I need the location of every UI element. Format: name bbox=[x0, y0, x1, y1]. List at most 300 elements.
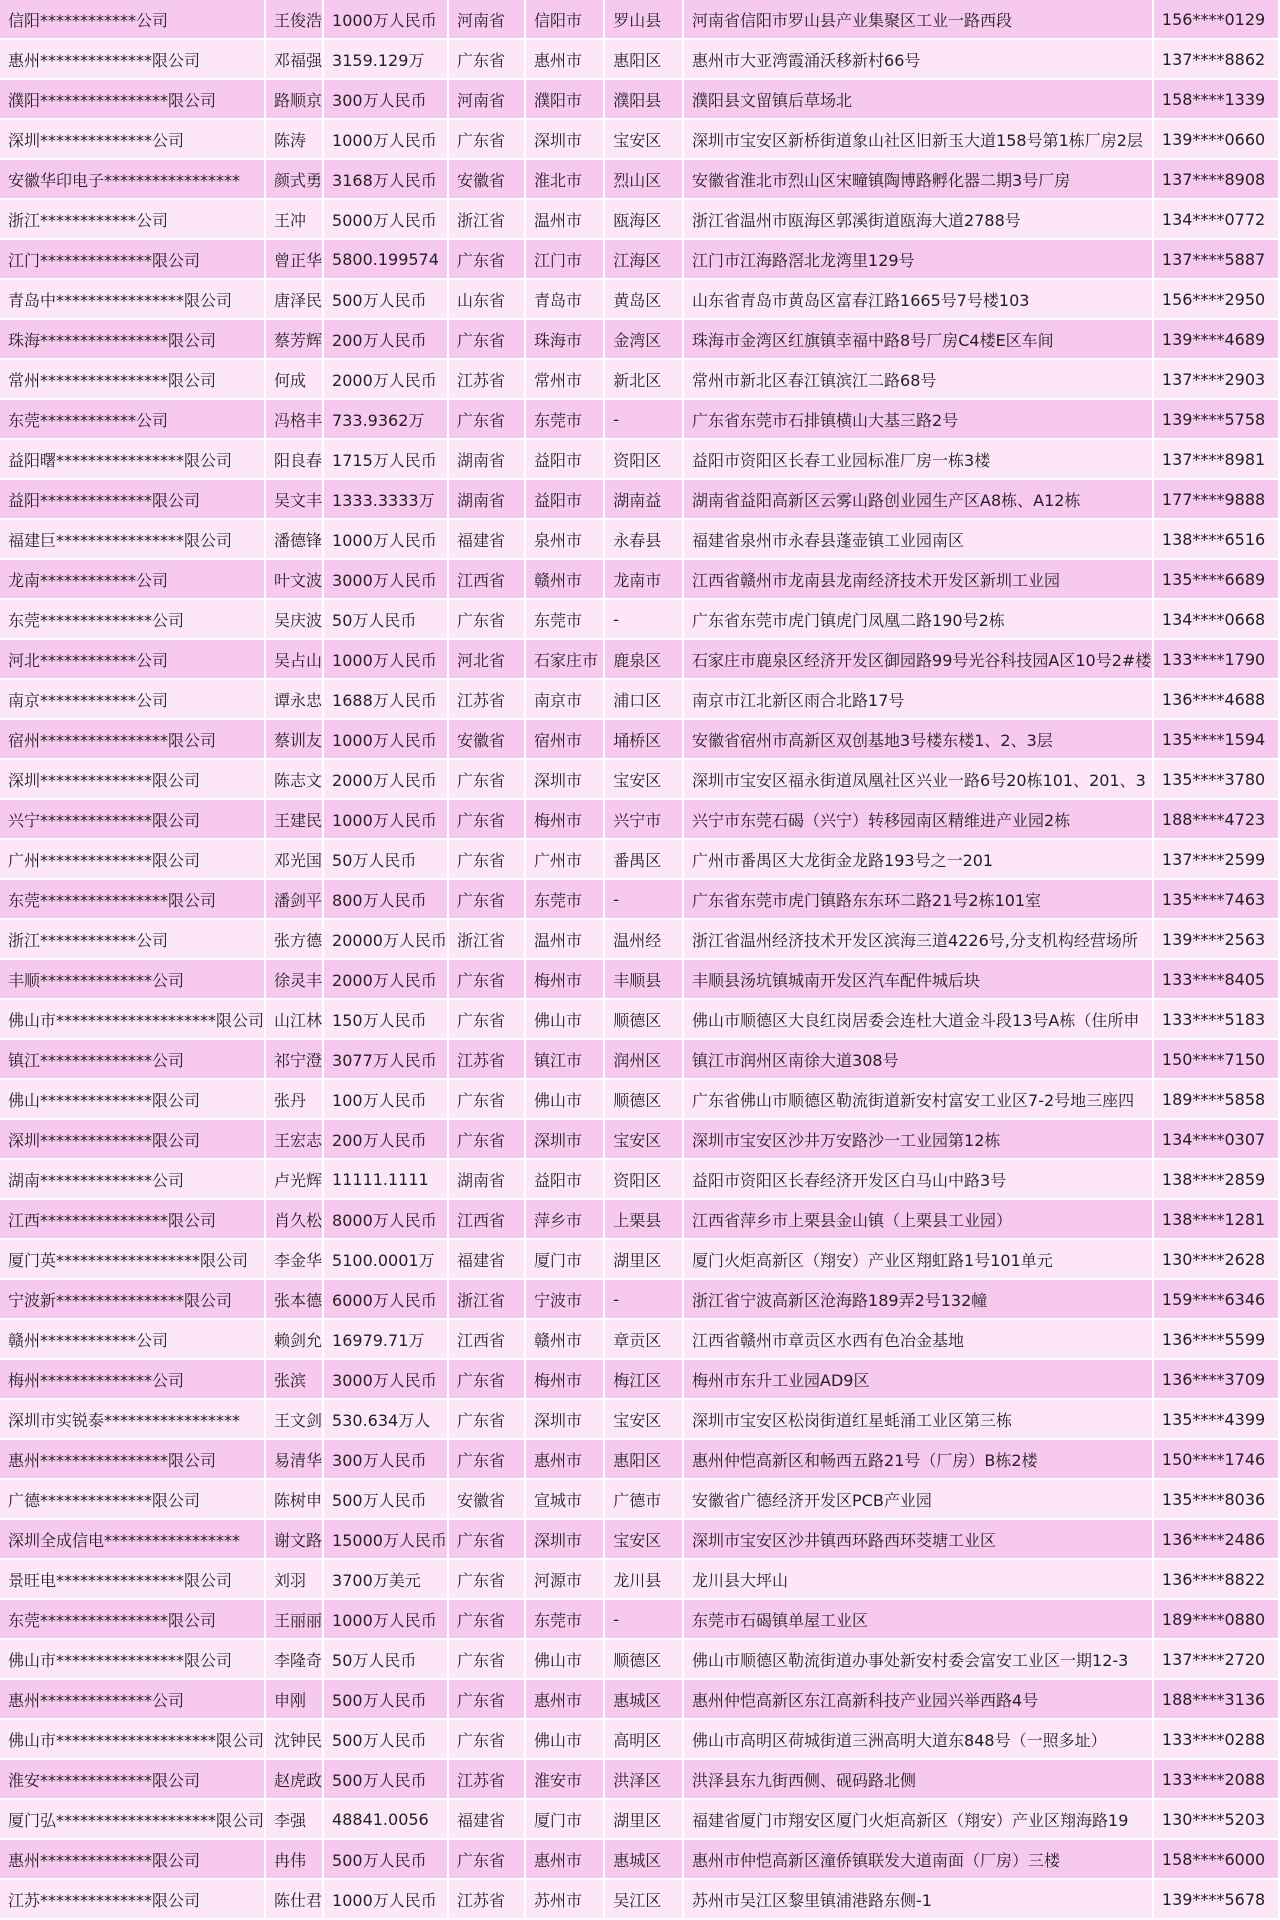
city-cell: 东莞市 bbox=[526, 400, 605, 440]
legal-person-cell: 曾正华 bbox=[266, 240, 324, 280]
company-name-cell: 广州**************限公司 bbox=[0, 840, 266, 880]
province-cell: 广东省 bbox=[449, 600, 526, 640]
address-cell: 江西省萍乡市上栗县金山镇（上栗县工业园） bbox=[684, 1200, 1154, 1240]
registered-capital-cell: 100万人民币 bbox=[324, 1080, 449, 1120]
province-cell: 广东省 bbox=[449, 1000, 526, 1040]
phone-cell: 135****1594 bbox=[1154, 720, 1280, 760]
district-cell: 湖里区 bbox=[605, 1800, 684, 1840]
province-cell: 湖南省 bbox=[449, 1160, 526, 1200]
province-cell: 山东省 bbox=[449, 280, 526, 320]
city-cell: 惠州市 bbox=[526, 1840, 605, 1880]
district-cell: 金湾区 bbox=[605, 320, 684, 360]
company-name-cell: 惠州**************限公司 bbox=[0, 1840, 266, 1880]
city-cell: 江门市 bbox=[526, 240, 605, 280]
province-cell: 广东省 bbox=[449, 1120, 526, 1160]
address-cell: 佛山市高明区荷城街道三洲高明大道东848号（一照多址） bbox=[684, 1720, 1154, 1760]
table-row bbox=[0, 1640, 1280, 1680]
table-row bbox=[0, 1160, 1280, 1200]
table-row bbox=[0, 640, 1280, 680]
company-name-cell: 湖南**************公司 bbox=[0, 1160, 266, 1200]
province-cell: 广东省 bbox=[449, 320, 526, 360]
table-row bbox=[0, 1080, 1280, 1120]
table-row bbox=[0, 1520, 1280, 1560]
company-name-cell: 安徽华印电子***************** bbox=[0, 160, 266, 200]
province-cell: 安徽省 bbox=[449, 160, 526, 200]
table-row bbox=[0, 80, 1280, 120]
registered-capital-cell: 1000万人民币 bbox=[324, 800, 449, 840]
district-cell: 宝安区 bbox=[605, 1400, 684, 1440]
province-cell: 福建省 bbox=[449, 1800, 526, 1840]
district-cell: 广德市 bbox=[605, 1480, 684, 1520]
registered-capital-cell: 500万人民币 bbox=[324, 280, 449, 320]
table-row bbox=[0, 1720, 1280, 1760]
province-cell: 广东省 bbox=[449, 400, 526, 440]
registered-capital-cell: 500万人民币 bbox=[324, 1760, 449, 1800]
legal-person-cell: 吴庆波 bbox=[266, 600, 324, 640]
province-cell: 安徽省 bbox=[449, 720, 526, 760]
company-name-cell: 青岛中****************限公司 bbox=[0, 280, 266, 320]
province-cell: 江西省 bbox=[449, 1200, 526, 1240]
table-row bbox=[0, 1040, 1280, 1080]
province-cell: 广东省 bbox=[449, 960, 526, 1000]
city-cell: 赣州市 bbox=[526, 560, 605, 600]
legal-person-cell: 赵虎政 bbox=[266, 1760, 324, 1800]
company-name-cell: 常州****************限公司 bbox=[0, 360, 266, 400]
phone-cell: 135****4399 bbox=[1154, 1400, 1280, 1440]
city-cell: 温州市 bbox=[526, 920, 605, 960]
province-cell: 河北省 bbox=[449, 640, 526, 680]
phone-cell: 135****7463 bbox=[1154, 880, 1280, 920]
district-cell: 温州经 bbox=[605, 920, 684, 960]
table-row bbox=[0, 1840, 1280, 1880]
province-cell: 安徽省 bbox=[449, 1480, 526, 1520]
district-cell: 资阳区 bbox=[605, 440, 684, 480]
district-cell: 上栗县 bbox=[605, 1200, 684, 1240]
phone-cell: 133****2088 bbox=[1154, 1760, 1280, 1800]
city-cell: 深圳市 bbox=[526, 760, 605, 800]
table-row bbox=[0, 1560, 1280, 1600]
table-row bbox=[0, 1000, 1280, 1040]
province-cell: 广东省 bbox=[449, 1600, 526, 1640]
phone-cell: 139****0660 bbox=[1154, 120, 1280, 160]
company-name-cell: 浙江************公司 bbox=[0, 920, 266, 960]
registered-capital-cell: 48841.0056 bbox=[324, 1800, 449, 1840]
district-cell: 黄岛区 bbox=[605, 280, 684, 320]
company-name-cell: 深圳**************公司 bbox=[0, 120, 266, 160]
address-cell: 福建省厦门市翔安区厦门火炬高新区（翔安）产业区翔海路19 bbox=[684, 1800, 1154, 1840]
registered-capital-cell: 20000万人民币 bbox=[324, 920, 449, 960]
phone-cell: 188****3136 bbox=[1154, 1680, 1280, 1720]
phone-cell: 156****2950 bbox=[1154, 280, 1280, 320]
phone-cell: 158****1339 bbox=[1154, 80, 1280, 120]
legal-person-cell: 何成 bbox=[266, 360, 324, 400]
legal-person-cell: 李金华 bbox=[266, 1240, 324, 1280]
province-cell: 浙江省 bbox=[449, 1280, 526, 1320]
phone-cell: 158****6000 bbox=[1154, 1840, 1280, 1880]
registered-capital-cell: 11111.1111 bbox=[324, 1160, 449, 1200]
address-cell: 安徽省宿州市高新区双创基地3号楼东楼1、2、3层 bbox=[684, 720, 1154, 760]
address-cell: 常州市新北区春江镇滨江二路68号 bbox=[684, 360, 1154, 400]
address-cell: 江西省赣州市龙南县龙南经济技术开发区新圳工业园 bbox=[684, 560, 1154, 600]
company-name-cell: 江苏**************限公司 bbox=[0, 1880, 266, 1920]
registered-capital-cell: 50万人民币 bbox=[324, 600, 449, 640]
phone-cell: 133****8405 bbox=[1154, 960, 1280, 1000]
address-cell: 深圳市宝安区新桥街道象山社区旧新玉大道158号第1栋厂房2层 bbox=[684, 120, 1154, 160]
province-cell: 湖南省 bbox=[449, 440, 526, 480]
city-cell: 镇江市 bbox=[526, 1040, 605, 1080]
phone-cell: 137****5887 bbox=[1154, 240, 1280, 280]
address-cell: 厦门火炬高新区（翔安）产业区翔虹路1号101单元 bbox=[684, 1240, 1154, 1280]
registered-capital-cell: 1000万人民币 bbox=[324, 720, 449, 760]
legal-person-cell: 王宏志 bbox=[266, 1120, 324, 1160]
address-cell: 浙江省温州市瓯海区郭溪街道瓯海大道2788号 bbox=[684, 200, 1154, 240]
registered-capital-cell: 500万人民币 bbox=[324, 1480, 449, 1520]
registered-capital-cell: 530.634万人 bbox=[324, 1400, 449, 1440]
legal-person-cell: 陈志文 bbox=[266, 760, 324, 800]
legal-person-cell: 冯格丰 bbox=[266, 400, 324, 440]
registered-capital-cell: 1000万人民币 bbox=[324, 1880, 449, 1920]
district-cell: 顺德区 bbox=[605, 1000, 684, 1040]
company-name-cell: 佛山**************限公司 bbox=[0, 1080, 266, 1120]
city-cell: 东莞市 bbox=[526, 880, 605, 920]
company-name-cell: 丰顺**************公司 bbox=[0, 960, 266, 1000]
city-cell: 深圳市 bbox=[526, 1120, 605, 1160]
company-name-cell: 兴宁**************限公司 bbox=[0, 800, 266, 840]
province-cell: 广东省 bbox=[449, 1840, 526, 1880]
registered-capital-cell: 1000万人民币 bbox=[324, 520, 449, 560]
phone-cell: 188****4723 bbox=[1154, 800, 1280, 840]
district-cell: 埇桥区 bbox=[605, 720, 684, 760]
phone-cell: 159****6346 bbox=[1154, 1280, 1280, 1320]
phone-cell: 156****0129 bbox=[1154, 0, 1280, 40]
province-cell: 广东省 bbox=[449, 1080, 526, 1120]
district-cell: - bbox=[605, 1600, 684, 1640]
district-cell: 浦口区 bbox=[605, 680, 684, 720]
legal-person-cell: 沈钟民 bbox=[266, 1720, 324, 1760]
city-cell: 常州市 bbox=[526, 360, 605, 400]
registered-capital-cell: 1000万人民币 bbox=[324, 120, 449, 160]
address-cell: 湖南省益阳高新区云雾山路创业园生产区A8栋、A12栋 bbox=[684, 480, 1154, 520]
legal-person-cell: 吴文丰 bbox=[266, 480, 324, 520]
registered-capital-cell: 6000万人民币 bbox=[324, 1280, 449, 1320]
table-row bbox=[0, 520, 1280, 560]
city-cell: 惠州市 bbox=[526, 1680, 605, 1720]
address-cell: 东莞市石碣镇单屋工业区 bbox=[684, 1600, 1154, 1640]
company-name-cell: 广德**************限公司 bbox=[0, 1480, 266, 1520]
company-name-cell: 佛山市********************限公司 bbox=[0, 1720, 266, 1760]
legal-person-cell: 张滨 bbox=[266, 1360, 324, 1400]
district-cell: 新北区 bbox=[605, 360, 684, 400]
table-row bbox=[0, 440, 1280, 480]
table-row bbox=[0, 1320, 1280, 1360]
district-cell: 惠城区 bbox=[605, 1840, 684, 1880]
legal-person-cell: 谭永忠 bbox=[266, 680, 324, 720]
legal-person-cell: 王建民 bbox=[266, 800, 324, 840]
company-name-cell: 佛山市****************限公司 bbox=[0, 1640, 266, 1680]
address-cell: 镇江市润州区南徐大道308号 bbox=[684, 1040, 1154, 1080]
legal-person-cell: 卢光辉 bbox=[266, 1160, 324, 1200]
legal-person-cell: 张方德 bbox=[266, 920, 324, 960]
address-cell: 安徽省广德经济开发区PCB产业园 bbox=[684, 1480, 1154, 1520]
city-cell: 温州市 bbox=[526, 200, 605, 240]
phone-cell: 137****2720 bbox=[1154, 1640, 1280, 1680]
legal-person-cell: 王俊浩 bbox=[266, 0, 324, 40]
address-cell: 广东省东莞市石排镇横山大基三路2号 bbox=[684, 400, 1154, 440]
registered-capital-cell: 5800.199574 bbox=[324, 240, 449, 280]
legal-person-cell: 叶文波 bbox=[266, 560, 324, 600]
legal-person-cell: 申刚 bbox=[266, 1680, 324, 1720]
province-cell: 湖南省 bbox=[449, 480, 526, 520]
address-cell: 浙江省宁波高新区沧海路189弄2号132幢 bbox=[684, 1280, 1154, 1320]
district-cell: 鹿泉区 bbox=[605, 640, 684, 680]
table-row bbox=[0, 880, 1280, 920]
legal-person-cell: 赖剑允 bbox=[266, 1320, 324, 1360]
company-name-cell: 珠海****************限公司 bbox=[0, 320, 266, 360]
address-cell: 深圳市宝安区福永街道凤凰社区兴业一路6号20栋101、201、3 bbox=[684, 760, 1154, 800]
legal-person-cell: 谢文路 bbox=[266, 1520, 324, 1560]
district-cell: 永春县 bbox=[605, 520, 684, 560]
city-cell: 宿州市 bbox=[526, 720, 605, 760]
table-row bbox=[0, 1800, 1280, 1840]
city-cell: 惠州市 bbox=[526, 1440, 605, 1480]
table-row bbox=[0, 1880, 1280, 1920]
company-name-cell: 佛山市********************限公司 bbox=[0, 1000, 266, 1040]
district-cell: 湖南益 bbox=[605, 480, 684, 520]
address-cell: 福建省泉州市永春县蓬壶镇工业园南区 bbox=[684, 520, 1154, 560]
table-row bbox=[0, 0, 1280, 40]
province-cell: 广东省 bbox=[449, 1520, 526, 1560]
address-cell: 惠州市仲恺高新区潼侨镇联发大道南面（厂房）三楼 bbox=[684, 1840, 1154, 1880]
phone-cell: 139****2563 bbox=[1154, 920, 1280, 960]
city-cell: 梅州市 bbox=[526, 800, 605, 840]
phone-cell: 137****8981 bbox=[1154, 440, 1280, 480]
city-cell: 益阳市 bbox=[526, 1160, 605, 1200]
address-cell: 深圳市宝安区沙井镇西环路西环茭塘工业区 bbox=[684, 1520, 1154, 1560]
phone-cell: 133****1790 bbox=[1154, 640, 1280, 680]
province-cell: 广东省 bbox=[449, 120, 526, 160]
province-cell: 浙江省 bbox=[449, 200, 526, 240]
address-cell: 广东省东莞市虎门镇虎门凤凰二路190号2栋 bbox=[684, 600, 1154, 640]
phone-cell: 137****8908 bbox=[1154, 160, 1280, 200]
phone-cell: 130****5203 bbox=[1154, 1800, 1280, 1840]
phone-cell: 130****2628 bbox=[1154, 1240, 1280, 1280]
company-name-cell: 东莞****************限公司 bbox=[0, 880, 266, 920]
registered-capital-cell: 500万人民币 bbox=[324, 1680, 449, 1720]
legal-person-cell: 肖久松 bbox=[266, 1200, 324, 1240]
table-row bbox=[0, 1440, 1280, 1480]
company-name-cell: 镇江**************公司 bbox=[0, 1040, 266, 1080]
address-cell: 梅州市东升工业园AD9区 bbox=[684, 1360, 1154, 1400]
legal-person-cell: 刘羽 bbox=[266, 1560, 324, 1600]
registered-capital-cell: 150万人民币 bbox=[324, 1000, 449, 1040]
company-name-cell: 深圳市实锐泰***************** bbox=[0, 1400, 266, 1440]
table-row bbox=[0, 720, 1280, 760]
phone-cell: 135****3780 bbox=[1154, 760, 1280, 800]
district-cell: 润州区 bbox=[605, 1040, 684, 1080]
table-row bbox=[0, 840, 1280, 880]
company-name-cell: 浙江************公司 bbox=[0, 200, 266, 240]
province-cell: 河南省 bbox=[449, 80, 526, 120]
district-cell: - bbox=[605, 880, 684, 920]
district-cell: 濮阳县 bbox=[605, 80, 684, 120]
address-cell: 深圳市宝安区沙井万安路沙一工业园第12栋 bbox=[684, 1120, 1154, 1160]
registered-capital-cell: 5100.0001万 bbox=[324, 1240, 449, 1280]
legal-person-cell: 冉伟 bbox=[266, 1840, 324, 1880]
district-cell: 兴宁市 bbox=[605, 800, 684, 840]
legal-person-cell: 张本德 bbox=[266, 1280, 324, 1320]
city-cell: 惠州市 bbox=[526, 40, 605, 80]
phone-cell: 137****2599 bbox=[1154, 840, 1280, 880]
city-cell: 东莞市 bbox=[526, 600, 605, 640]
address-cell: 广州市番禺区大龙街金龙路193号之一201 bbox=[684, 840, 1154, 880]
registered-capital-cell: 300万人民币 bbox=[324, 80, 449, 120]
province-cell: 广东省 bbox=[449, 1360, 526, 1400]
district-cell: - bbox=[605, 1280, 684, 1320]
city-cell: 厦门市 bbox=[526, 1800, 605, 1840]
table-row bbox=[0, 800, 1280, 840]
table-row bbox=[0, 40, 1280, 80]
legal-person-cell: 张丹 bbox=[266, 1080, 324, 1120]
table-row bbox=[0, 360, 1280, 400]
district-cell: 洪泽区 bbox=[605, 1760, 684, 1800]
province-cell: 广东省 bbox=[449, 1440, 526, 1480]
legal-person-cell: 王文剑 bbox=[266, 1400, 324, 1440]
legal-person-cell: 祁宁澄 bbox=[266, 1040, 324, 1080]
table-row bbox=[0, 400, 1280, 440]
legal-person-cell: 徐灵丰 bbox=[266, 960, 324, 1000]
address-cell: 惠州仲恺高新区东江高新科技产业园兴举西路4号 bbox=[684, 1680, 1154, 1720]
company-name-cell: 信阳************公司 bbox=[0, 0, 266, 40]
legal-person-cell: 王冲 bbox=[266, 200, 324, 240]
registered-capital-cell: 1333.3333万 bbox=[324, 480, 449, 520]
phone-cell: 134****0307 bbox=[1154, 1120, 1280, 1160]
city-cell: 益阳市 bbox=[526, 480, 605, 520]
address-cell: 河南省信阳市罗山县产业集聚区工业一路西段 bbox=[684, 0, 1154, 40]
district-cell: 宝安区 bbox=[605, 120, 684, 160]
legal-person-cell: 李隆奇 bbox=[266, 1640, 324, 1680]
province-cell: 浙江省 bbox=[449, 920, 526, 960]
company-name-cell: 益阳**************限公司 bbox=[0, 480, 266, 520]
company-name-cell: 江门**************限公司 bbox=[0, 240, 266, 280]
province-cell: 广东省 bbox=[449, 1720, 526, 1760]
address-cell: 惠州仲恺高新区和畅西五路21号（厂房）B栋2楼 bbox=[684, 1440, 1154, 1480]
company-name-cell: 深圳**************限公司 bbox=[0, 760, 266, 800]
province-cell: 江苏省 bbox=[449, 1040, 526, 1080]
table-row bbox=[0, 600, 1280, 640]
address-cell: 南京市江北新区雨合北路17号 bbox=[684, 680, 1154, 720]
registered-capital-cell: 3700万美元 bbox=[324, 1560, 449, 1600]
company-name-cell: 赣州************公司 bbox=[0, 1320, 266, 1360]
city-cell: 淮安市 bbox=[526, 1760, 605, 1800]
table-row bbox=[0, 160, 1280, 200]
table-row bbox=[0, 1200, 1280, 1240]
legal-person-cell: 陈涛 bbox=[266, 120, 324, 160]
district-cell: 丰顺县 bbox=[605, 960, 684, 1000]
phone-cell: 138****2859 bbox=[1154, 1160, 1280, 1200]
province-cell: 广东省 bbox=[449, 1400, 526, 1440]
registered-capital-cell: 1688万人民币 bbox=[324, 680, 449, 720]
legal-person-cell: 李强 bbox=[266, 1800, 324, 1840]
registered-capital-cell: 2000万人民币 bbox=[324, 760, 449, 800]
table-row bbox=[0, 1680, 1280, 1720]
district-cell: 惠阳区 bbox=[605, 1440, 684, 1480]
province-cell: 福建省 bbox=[449, 1240, 526, 1280]
city-cell: 宁波市 bbox=[526, 1280, 605, 1320]
legal-person-cell: 山江林 bbox=[266, 1000, 324, 1040]
province-cell: 江苏省 bbox=[449, 1880, 526, 1920]
company-name-cell: 淮安**************限公司 bbox=[0, 1760, 266, 1800]
phone-cell: 136****2486 bbox=[1154, 1520, 1280, 1560]
city-cell: 东莞市 bbox=[526, 1600, 605, 1640]
phone-cell: 133****5183 bbox=[1154, 1000, 1280, 1040]
district-cell: 龙川县 bbox=[605, 1560, 684, 1600]
district-cell: 瓯海区 bbox=[605, 200, 684, 240]
district-cell: 宝安区 bbox=[605, 1120, 684, 1160]
registered-capital-cell: 2000万人民币 bbox=[324, 960, 449, 1000]
phone-cell: 137****2903 bbox=[1154, 360, 1280, 400]
district-cell: 吴江区 bbox=[605, 1880, 684, 1920]
address-cell: 江门市江海路滘北龙湾里129号 bbox=[684, 240, 1154, 280]
phone-cell: 139****5678 bbox=[1154, 1880, 1280, 1920]
table-row bbox=[0, 1400, 1280, 1440]
district-cell: - bbox=[605, 600, 684, 640]
table-row bbox=[0, 1600, 1280, 1640]
table-row bbox=[0, 760, 1280, 800]
registered-capital-cell: 15000万人民币 bbox=[324, 1520, 449, 1560]
table-row bbox=[0, 280, 1280, 320]
address-cell: 安徽省淮北市烈山区宋疃镇陶博路孵化器二期3号厂房 bbox=[684, 160, 1154, 200]
province-cell: 河南省 bbox=[449, 0, 526, 40]
province-cell: 广东省 bbox=[449, 800, 526, 840]
phone-cell: 134****0668 bbox=[1154, 600, 1280, 640]
address-cell: 苏州市吴江区黎里镇浦港路东侧-1 bbox=[684, 1880, 1154, 1920]
legal-person-cell: 唐泽民 bbox=[266, 280, 324, 320]
company-name-cell: 福建巨****************限公司 bbox=[0, 520, 266, 560]
company-name-cell: 濮阳****************限公司 bbox=[0, 80, 266, 120]
company-name-cell: 河北************公司 bbox=[0, 640, 266, 680]
district-cell: 番禺区 bbox=[605, 840, 684, 880]
legal-person-cell: 陈树申 bbox=[266, 1480, 324, 1520]
province-cell: 江苏省 bbox=[449, 360, 526, 400]
district-cell: 龙南市 bbox=[605, 560, 684, 600]
province-cell: 江西省 bbox=[449, 1320, 526, 1360]
phone-cell: 189****0880 bbox=[1154, 1600, 1280, 1640]
phone-cell: 150****7150 bbox=[1154, 1040, 1280, 1080]
phone-cell: 137****8862 bbox=[1154, 40, 1280, 80]
registered-capital-cell: 3000万人民币 bbox=[324, 1360, 449, 1400]
phone-cell: 135****6689 bbox=[1154, 560, 1280, 600]
address-cell: 广东省东莞市虎门镇路东东环二路21号2栋101室 bbox=[684, 880, 1154, 920]
address-cell: 浙江省温州经济技术开发区滨海三道4226号,分支机构经营场所 bbox=[684, 920, 1154, 960]
city-cell: 信阳市 bbox=[526, 0, 605, 40]
district-cell: 惠阳区 bbox=[605, 40, 684, 80]
city-cell: 深圳市 bbox=[526, 1400, 605, 1440]
district-cell: 章贡区 bbox=[605, 1320, 684, 1360]
phone-cell: 139****4689 bbox=[1154, 320, 1280, 360]
legal-person-cell: 潘剑平 bbox=[266, 880, 324, 920]
registered-capital-cell: 733.9362万 bbox=[324, 400, 449, 440]
registered-capital-cell: 3077万人民币 bbox=[324, 1040, 449, 1080]
phone-cell: 150****1746 bbox=[1154, 1440, 1280, 1480]
address-cell: 石家庄市鹿泉区经济开发区御园路99号光谷科技园A区10号2#楼 bbox=[684, 640, 1154, 680]
address-cell: 兴宁市东莞石碣（兴宁）转移园南区精维进产业园2栋 bbox=[684, 800, 1154, 840]
legal-person-cell: 阳良春 bbox=[266, 440, 324, 480]
table-row bbox=[0, 120, 1280, 160]
province-cell: 广东省 bbox=[449, 1640, 526, 1680]
city-cell: 赣州市 bbox=[526, 1320, 605, 1360]
legal-person-cell: 蔡芳辉 bbox=[266, 320, 324, 360]
phone-cell: 138****6516 bbox=[1154, 520, 1280, 560]
